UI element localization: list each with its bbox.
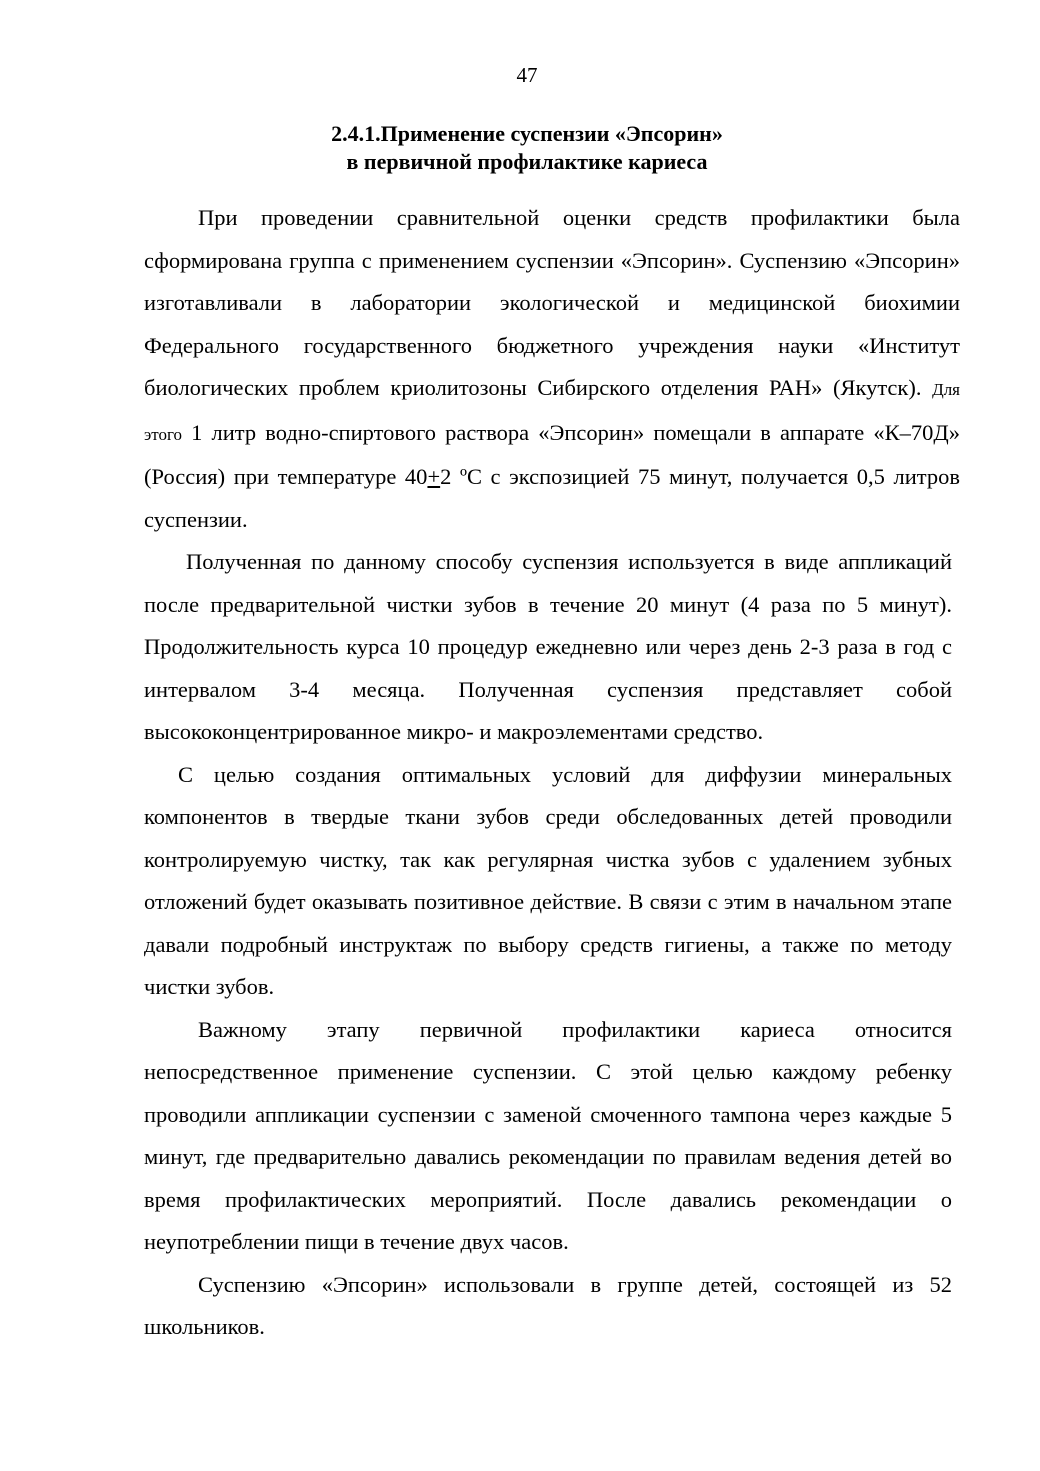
paragraph-1-text-a: При проведении сравнительной оценки средств профилактики была сформирована группа с применением суспензии «Эпсорин». Суспензию «Эпсорин» изготавливали в лаборатории экологической и медицинской биохимии Федерального государственного бюджетного учреждения науки «Институт биологических проблем криолитозоны Сибирского отделения РАН» (Якутск).	[144, 205, 960, 400]
paragraph-1-text-c: 2 ºС с экспозицией 75 минут, получается 0,5 литров суспензии.	[144, 464, 960, 532]
body-text	[144, 197, 960, 1349]
paragraph-1-text-b: 1 литр водно-спиртового раствора «Эпсорин» помещали в аппарате «К–70Д» (Россия) при температуре 40	[144, 419, 960, 489]
paragraph-1	[144, 197, 960, 541]
paragraph-1-small-text: Для этого	[144, 380, 960, 444]
plus-minus-sign: +	[427, 464, 441, 489]
section-heading	[0, 120, 1040, 176]
section-heading-line-2: в первичной профилактике кариеса	[346, 149, 708, 174]
page-number: 47	[516, 63, 538, 87]
section-heading-line-1: 2.4.1.Применение суспензии «Эпсорин»	[331, 121, 723, 146]
paragraph-5: Суспензию «Эпсорин» использовали в группе детей, состоящей из 52 школьников.	[144, 1271, 952, 1339]
paragraph-2: Полученная по данному способу суспензия используется в виде аппликаций после предварительной чистки зубов в течение 20 минут (4 раза по 5 минут). Продолжительность курса 10 процедур ежедневно или через день 2-3 раза в год с интервалом 3-4 месяца. Полученная суспензия представляет собой высококонцентрированное микро- и макроэлементами средство.	[144, 549, 952, 744]
paragraph-3: С целью создания оптимальных условий для диффузии минеральных компонентов в твердые ткани зубов среди обследованных детей проводили контролируемую чистку, так как регулярная чистка зубов с удалением зубных отложений будет оказывать позитивное действие. В связи с этим в начальном этапе давали подробный инструктаж по выбору средств гигиены, а также по методу чистки зубов.	[144, 761, 952, 999]
paragraph-4: Важному этапу первичной профилактики кариеса относится непосредственное применение суспензии. С этой целью каждому ребенку проводили аппликации суспензии с заменой смоченного тампона через каждые 5 минут, где предварительно давались рекомендации по правилам ведения детей во время профилактических мероприятий. После давались рекомендации о неупотреблении пищи в течение двух часов.	[144, 1016, 952, 1254]
